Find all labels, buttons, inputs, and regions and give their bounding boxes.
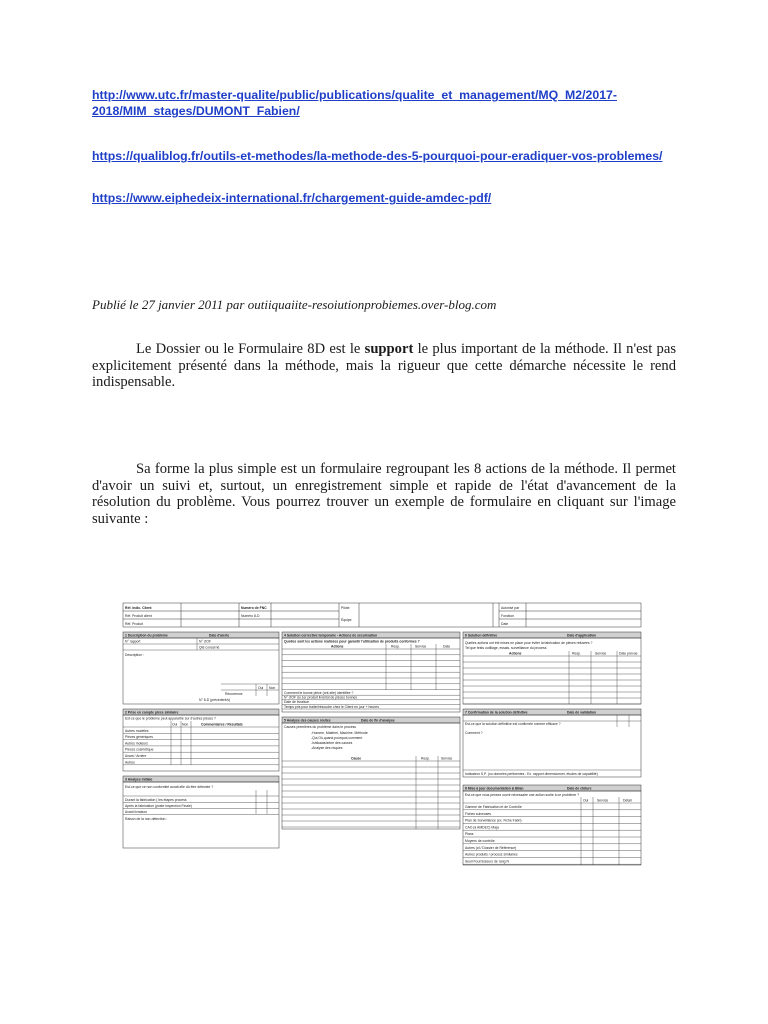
- paragraph-1-end: le plus important de la méthode. Il n'est pas explicitement présenté dans la méthode, mais la rigueur que cette démarche nécessite le rend indispensable.: [92, 341, 676, 390]
- form-s1-field-4: Récurrence: [225, 692, 243, 696]
- form-s1-field-0: N° rapport: [125, 639, 141, 644]
- form-s4-row: Date de livraison: [284, 700, 310, 705]
- form-s8-col-0: Oui: [583, 798, 589, 803]
- form-s6-question-2: Tel que tests outillage, essais, surveillance du process: [465, 646, 547, 650]
- form-fonction: Fonction: [501, 614, 515, 618]
- form-s2-col-0: Oui: [172, 722, 178, 727]
- form-s2-col-2: Commentaires / Résultats: [201, 722, 243, 727]
- form-s2-row: Pièces génériques: [125, 735, 153, 740]
- paragraph-2-text: Sa forme la plus simple est un formulaire regroupant les 8 actions de la méthode. Il permet d'avoir un suivi et, surtout, un enregistrement simple et rapide de l'état d'avancement de la résolution du problème. Vous pourrez trouver un exemple de formulaire en cliquant sur l'image suivante :: [92, 461, 676, 527]
- form-s3-row: Raison de la non-détection :: [125, 817, 168, 821]
- form-s2-question: Est-ce que le problème peut apparaître sur d'autres pièces ?: [125, 716, 216, 721]
- form-s1-title: 1 Description du problème: [125, 633, 168, 638]
- form-num-fnc: Numéro de FNC: [241, 606, 267, 610]
- form-date: Date: [501, 622, 509, 626]
- form-s5-title: 5 Analyse des causes réelles: [284, 718, 331, 723]
- form-s2-row: Autres: [125, 760, 135, 765]
- form-s7-question: Est-ce que la solution définitive est confirmée comme efficace ?: [465, 722, 561, 726]
- form-s3-row: Après la fabrication (poste inspection Finale): [125, 804, 192, 808]
- form-s2-row: Autres modèles: [125, 728, 149, 733]
- form-s6-question: Quelles actions ont été mises en place pour éviter la fabrication de pièces refusées ?: [465, 641, 593, 645]
- form-s7-title: 7 Confirmation de la solution définitive: [465, 710, 528, 715]
- form-ref-produit: Réf. Produit: [125, 622, 143, 626]
- paragraph-1-start: Le Dossier ou le Formulaire 8D est le: [136, 341, 365, 357]
- form-s4-col-0: Actions: [331, 644, 344, 649]
- form-s5-item-3: -Analyse des risques: [311, 746, 343, 750]
- form-s5-item-1: -Qui,Où,quand,pourquoi,comment: [311, 736, 363, 740]
- form-s2-row: Autres moteurs: [125, 741, 148, 746]
- form-s5-item-2: -Ishikawa/arbre des causes: [311, 741, 353, 745]
- form-s8-date: Date de clôture: [567, 786, 592, 791]
- form-s8-row: CAO (à AMDEC) Maja: [465, 825, 499, 830]
- form-s6-date: Date d'application: [567, 633, 597, 638]
- form-s4-col-1: Resp.: [391, 644, 400, 649]
- form-s6-col-3: Date prévue: [619, 651, 638, 656]
- form-s1-field-5: N° 8-D (précédent/s): [199, 698, 231, 702]
- form-s6-col-2: Service: [595, 651, 607, 656]
- form-s8-col-2: Détail: [623, 798, 632, 803]
- paragraph-2: [92, 461, 676, 527]
- form-s5-col-2: Service: [441, 756, 453, 761]
- form-s8-row: Gamme de Fabrication et de Contrôle: [465, 805, 522, 809]
- form-s4-question: Quelles sont les actions réalisées pour garantir l'utilisation de produits conformes ?: [284, 639, 420, 644]
- form-s1-date: Date d'alerte: [209, 633, 230, 638]
- form-s8-col-1: Service: [597, 798, 609, 803]
- form-s5-item-0: -Homme, Matériel, Machine, Méthode: [311, 731, 368, 735]
- form-s5-col-1: Resp.: [421, 756, 430, 761]
- form-s5-date: Date de fin d'analyse: [361, 718, 395, 723]
- form-s8-row: Autres produits / process similaires: [465, 852, 518, 857]
- form-s6-title: 6 Solution définitive: [465, 633, 498, 638]
- form-s4-row: Temps pris pour traiter/résoudre chez le Client en jour + heures: [284, 704, 379, 709]
- form-s8-question: Est-ce que vous pensez ouvrir nécessaire une action sortie à ce problème ?: [465, 793, 580, 797]
- form-s8-row: Autres (cf./ Dossier de Référence): [465, 845, 517, 850]
- form-s1-field-7: Non: [269, 686, 276, 690]
- form-8d-image[interactable]: [121, 600, 643, 868]
- form-pilote: Pilote: [341, 606, 350, 610]
- form-s4-row: Comment le bonne pièce (ont-elle) identifiée ?: [284, 691, 354, 695]
- form-s5-question: Causes premières du problème dans le process: [284, 725, 356, 729]
- link-utc-master-qualite[interactable]: http://www.utc.fr/master-qualite/public/publications/qualite_et_management/MQ_M2/2017-: [92, 88, 617, 102]
- form-s8-row: Plan de Surveillance (ex. Fiche Fabri): [465, 818, 522, 823]
- form-s2-row: Pièces cosmétique: [125, 747, 154, 752]
- form-s2-title: 2 Prise en compte pièce similaire: [125, 710, 179, 715]
- form-s4-row: N° d'OF du 1er produit livré/lot de pièces bonnes: [284, 695, 358, 700]
- form-s5-col-0: Cause: [351, 756, 362, 761]
- form-ref-produit-client: Réf. Produit client: [125, 614, 152, 618]
- link-eiphedeix[interactable]: https://www.eiphedeix-international.fr/chargement-guide-amdec-pdf/: [92, 191, 492, 205]
- form-equipe: Équipe: [341, 618, 352, 622]
- form-numero-8d: Numéro 8-D: [241, 614, 260, 618]
- link-utc-master-qualite-cont[interactable]: 2018/MIM_stages/DUMONT_Fabien/: [92, 104, 300, 118]
- form-s2-row: Avant / Arrière: [125, 754, 147, 758]
- form-s7-field-1: Indicateur S.P. (ou données pertinentes : Ex. rapport dimensionnel, études de capabilité): [465, 772, 598, 776]
- form-s8-row: Moyens de contrôle: [465, 839, 495, 843]
- form-s1-field-6: Oui: [258, 686, 264, 690]
- form-s6-col-1: Resp.: [572, 651, 581, 656]
- paragraph-1-bold: support: [364, 341, 414, 357]
- form-s3-row: Avant livraison: [125, 810, 147, 814]
- form-s4-title: 4 Solution corrective temporaire - Actions de sécurisation: [284, 633, 378, 638]
- form-s6-col-0: Actions: [509, 651, 522, 656]
- form-s3-question: Est-ce que ce non conformité aurait-elle dû être détectée ?: [125, 785, 214, 789]
- form-s1-field-1: N° d'OF: [199, 639, 211, 644]
- form-s8-row: Fiches suiveuses: [465, 811, 492, 816]
- form-s3-title: 3 Analyse initiale: [125, 777, 153, 782]
- form-s8-row: Plans: [465, 832, 474, 837]
- publication-line: Publié le 27 janvier 2011 par outiiquaiite-resoiutionprobiemes.over-blog.com: [92, 297, 497, 312]
- form-s8-row: Seuil Fournisseurs de rang N: [465, 859, 509, 864]
- form-s7-field-0: Comment ?: [465, 731, 483, 735]
- form-ref-client: Réf. Indic. Client: [125, 606, 152, 610]
- form-s4-col-3: Date: [443, 644, 451, 649]
- form-s3-row: Durant la fabrication ( les étapes process: [125, 798, 187, 802]
- form-s2-col-1: Non: [182, 722, 189, 727]
- link-qualiblog[interactable]: https://qualiblog.fr/outils-et-methodes/la-methode-des-5-pourquoi-pour-eradiquer-vos-problemes/: [92, 149, 663, 163]
- form-s1-field-2: Qté concerné: [199, 645, 220, 650]
- form-autorise-par: Autorisé par: [501, 606, 520, 610]
- form-s1-field-3: Description :: [125, 653, 144, 657]
- paragraph-1: [92, 341, 676, 391]
- form-s8-title: 8 Mise à jour documentation & Bilan: [465, 786, 524, 791]
- form-s4-col-2: Service: [415, 644, 427, 649]
- form-s7-date: Date de validation: [567, 710, 597, 715]
